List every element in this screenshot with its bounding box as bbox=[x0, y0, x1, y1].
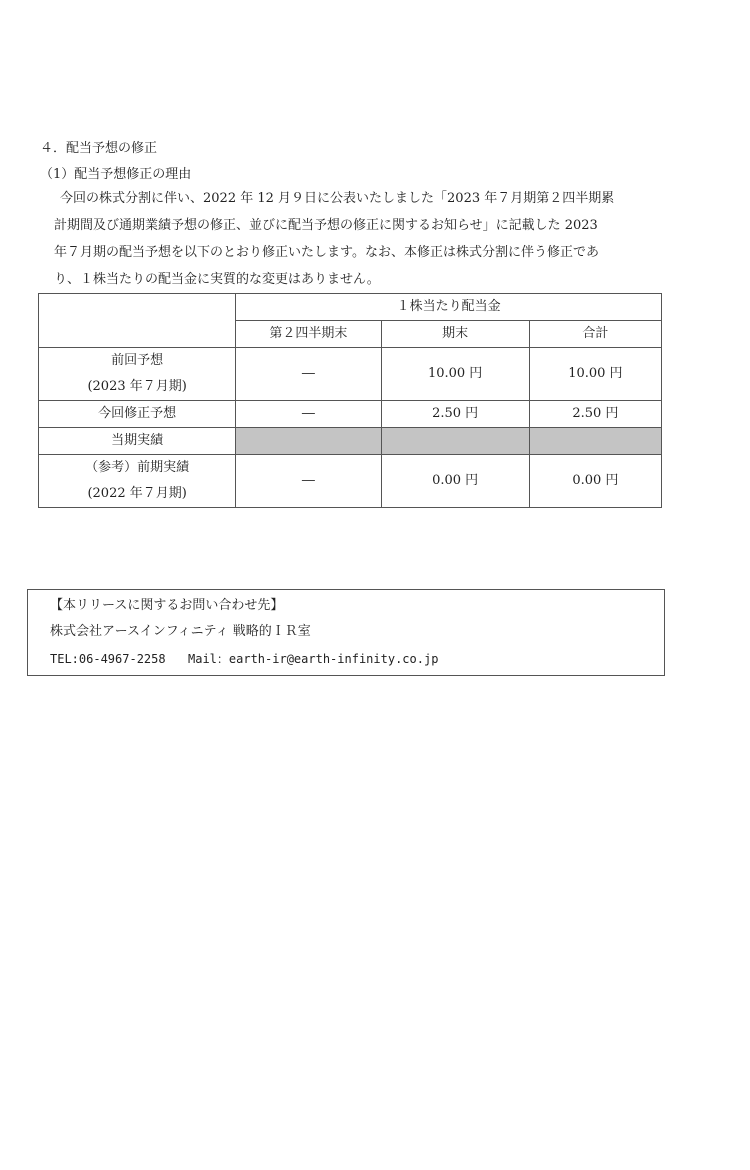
cell-q2: ― bbox=[236, 455, 381, 508]
cell-period-end: 2.50 円 bbox=[381, 401, 529, 428]
header-empty-cell bbox=[39, 294, 236, 348]
cell-total-shaded bbox=[529, 428, 661, 455]
section-subtitle: （1）配当予想修正の理由 bbox=[40, 167, 192, 182]
contact-tel: TEL:06-4967-2258 bbox=[50, 652, 166, 666]
table-row bbox=[39, 401, 662, 428]
contact-mail: Mail：earth-ir@earth-infinity.co.jp bbox=[188, 652, 439, 666]
header-group-label: １株当たり配当金 bbox=[236, 294, 662, 321]
row-label: 今回修正予想 bbox=[39, 401, 236, 428]
header-total: 合計 bbox=[529, 321, 661, 348]
cell-total: 10.00 円 bbox=[529, 348, 661, 401]
row-label: （参考）前期実績 (2022 年７月期) bbox=[39, 455, 236, 508]
table-header-row bbox=[39, 294, 662, 321]
contact-company: 株式会社アースインフィニティ 戦略的ＩＲ室 bbox=[50, 624, 311, 639]
table-row bbox=[39, 428, 662, 455]
cell-q2-shaded bbox=[236, 428, 381, 455]
header-q2: 第２四半期末 bbox=[236, 321, 381, 348]
cell-period-end-shaded bbox=[381, 428, 529, 455]
paragraph-line-4: り、１株当たりの配当金に実質的な変更はありません。 bbox=[54, 272, 380, 287]
cell-q2: ― bbox=[236, 401, 381, 428]
paragraph-line-2: 計期間及び通期業績予想の修正、並びに配当予想の修正に関するお知らせ」に記載した 2023 bbox=[54, 218, 598, 233]
section-title: ４．配当予想の修正 bbox=[40, 141, 158, 156]
cell-total: 2.50 円 bbox=[529, 401, 661, 428]
table-row bbox=[39, 348, 662, 401]
cell-q2: ― bbox=[236, 348, 381, 401]
contact-title: 【本リリースに関するお問い合わせ先】 bbox=[50, 598, 284, 613]
dividend-table bbox=[38, 293, 662, 508]
contact-box bbox=[27, 589, 665, 676]
header-period-end: 期末 bbox=[381, 321, 529, 348]
row-label: 前回予想 (2023 年７月期) bbox=[39, 348, 236, 401]
cell-period-end: 10.00 円 bbox=[381, 348, 529, 401]
row-label: 当期実績 bbox=[39, 428, 236, 455]
paragraph-line-1: 今回の株式分割に伴い、2022 年 12 月９日に公表いたしました「2023 年７月期第２四半期累 bbox=[60, 191, 615, 206]
cell-period-end: 0.00 円 bbox=[381, 455, 529, 508]
paragraph-line-3: 年７月期の配当予想を以下のとおり修正いたします。なお、本修正は株式分割に伴う修正であ bbox=[54, 245, 599, 260]
cell-total: 0.00 円 bbox=[529, 455, 661, 508]
table-row bbox=[39, 455, 662, 508]
